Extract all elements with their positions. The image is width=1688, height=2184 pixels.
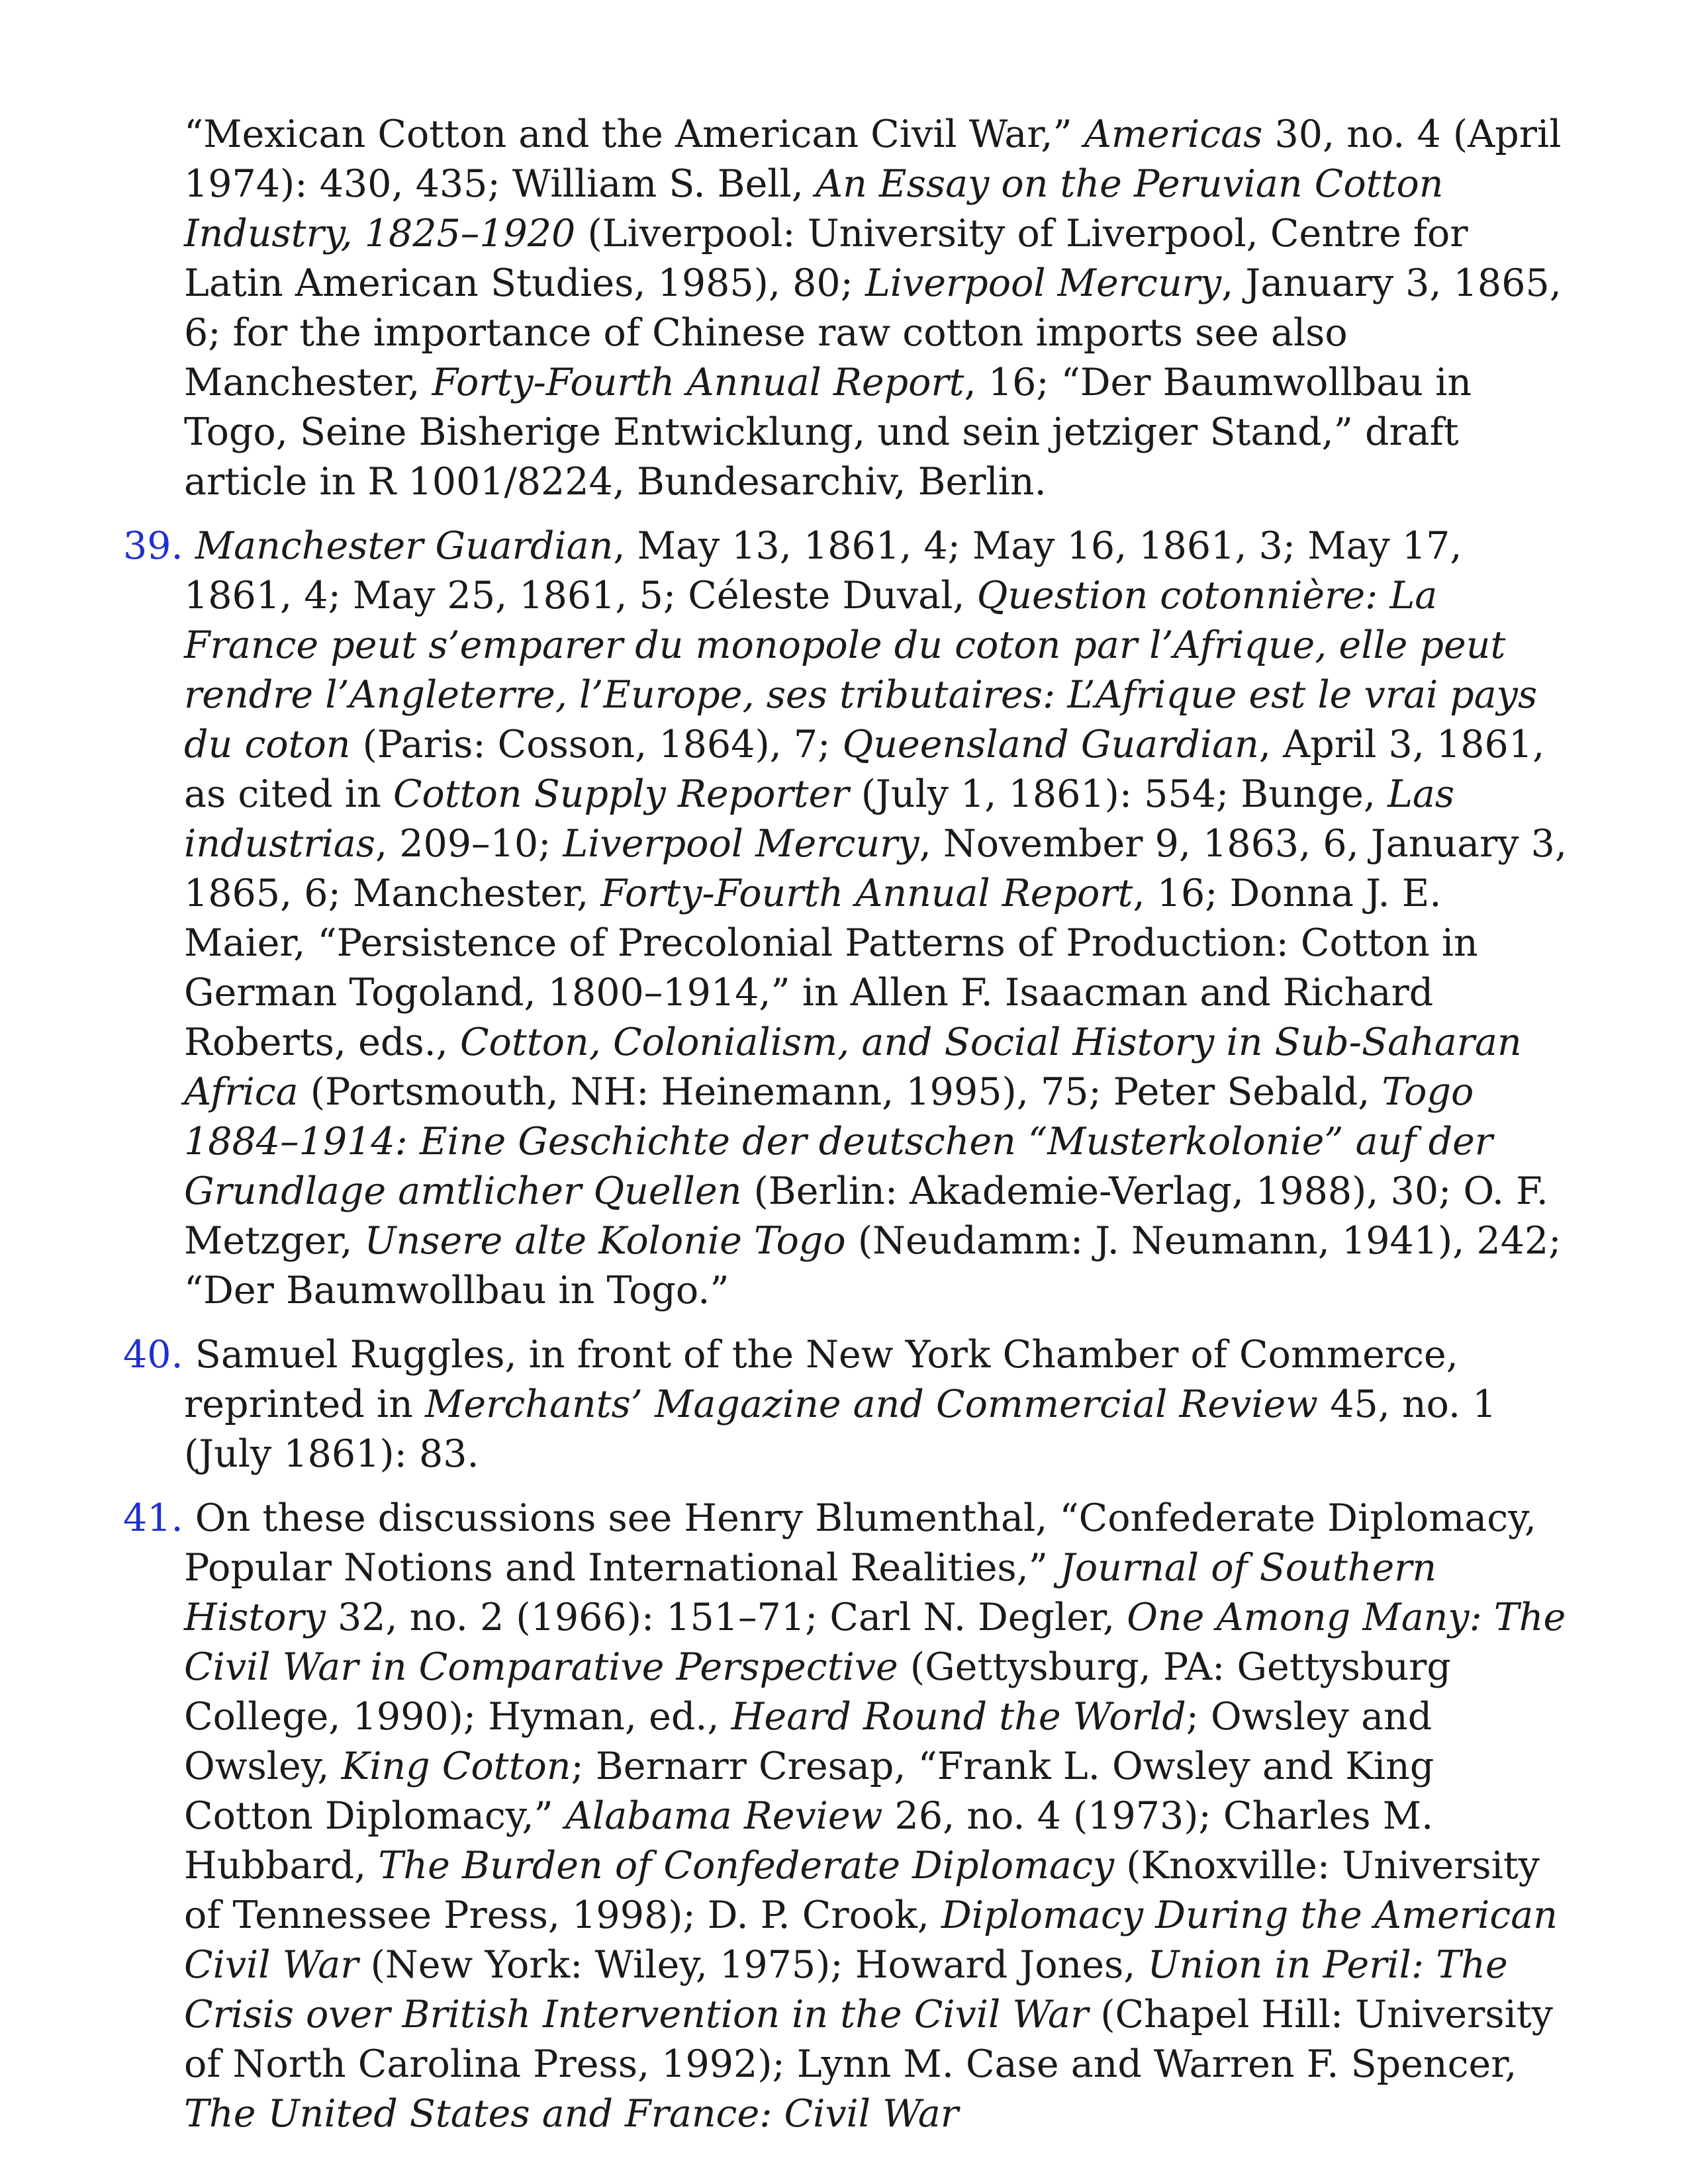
segment: 32, no. 2 (1966): 151–71; Carl N. Degler, bbox=[325, 1596, 1127, 1639]
segment: (Gettysburg, PA: Gettysburg College, 1990); Hyman, ed., bbox=[184, 1645, 1451, 1739]
segment: 30, no. 4 (April 1974): 430, 435; William S. Bell, bbox=[184, 113, 1562, 206]
segment: (Neudamm: J. Neumann, 1941), 242; “Der Baumwollbau in Togo.” bbox=[184, 1219, 1562, 1312]
segment: Forty-Fourth Annual Report bbox=[600, 872, 1133, 915]
segment: ; Owsley and Owsley, bbox=[184, 1695, 1432, 1788]
segment: (Liverpool: University of Liverpool, Centre for Latin American Studies, 1985), 80; bbox=[184, 212, 1468, 305]
endnote-40 bbox=[123, 1330, 1573, 1479]
segment: Question cotonnière: La France peut s’emparer du monopole du coton par l’Afrique, elle peut rendre l’Angleterre, l’Europe, ses tributaires: L’Afrique est le vrai pays du coton bbox=[184, 574, 1538, 766]
segment: (Berlin: Akademie-Verlag, 1988), 30; O. F. Metzger, bbox=[184, 1169, 1548, 1263]
segment: On these discussions see Henry Blumenthal, “Confederate Diplomacy, Popular Notions and International Realities,” bbox=[184, 1496, 1536, 1590]
segment: Cotton, Colonialism, and Social History in Sub-Saharan Africa bbox=[184, 1021, 1522, 1114]
segment: Merchants’ Magazine and Commercial Review bbox=[424, 1383, 1319, 1426]
segment: Forty-Fourth Annual Report bbox=[432, 361, 964, 404]
segment: Journal of Southern History bbox=[184, 1546, 1437, 1639]
endnote-number-link[interactable]: 39. bbox=[123, 524, 183, 568]
segment: , May 13, 1861, 4; May 16, 1861, 3; May 17, 1861, 4; May 25, 1861, 5; Céleste Duval, bbox=[184, 524, 1462, 617]
segment: 26, no. 4 (1973); Charles M. Hubbard, bbox=[184, 1794, 1434, 1888]
segment: Cotton Supply Reporter bbox=[393, 772, 849, 816]
endnotes-page bbox=[123, 110, 1573, 2154]
segment: 45, no. 1 (July 1861): 83. bbox=[184, 1383, 1497, 1476]
segment: (New York: Wiley, 1975); Howard Jones, bbox=[358, 1943, 1148, 1987]
endnote-number-link[interactable]: 40. bbox=[123, 1333, 183, 1377]
segment: Alabama Review bbox=[565, 1794, 883, 1838]
segment: (Paris: Cosson, 1864), 7; bbox=[350, 723, 843, 766]
segment: (Knoxville: University of Tennessee Press, 1998); D. P. Crook, bbox=[184, 1844, 1540, 1937]
endnote-41 bbox=[123, 1494, 1573, 2139]
segment: Liverpool Mercury bbox=[563, 822, 919, 866]
segment: Americas bbox=[1084, 113, 1263, 156]
segment: Queensland Guardian bbox=[842, 723, 1259, 766]
segment: One Among Many: The Civil War in Comparative Perspective bbox=[184, 1596, 1566, 1689]
segment: The Burden of Confederate Diplomacy bbox=[378, 1844, 1115, 1888]
segment: Diplomacy During the American Civil War bbox=[184, 1893, 1558, 1987]
segment: The United States and France: Civil War bbox=[184, 2092, 959, 2136]
endnote-39 bbox=[123, 522, 1573, 1316]
segment: ; Bernarr Cresap, “Frank L. Owsley and King Cotton Diplomacy,” bbox=[184, 1745, 1434, 1838]
segment: Union in Peril: The Crisis over British Intervention in the Civil War bbox=[184, 1943, 1508, 2036]
segment: , 16; Donna J. E. Maier, “Persistence of Precolonial Patterns of Production: Cotton in German Togoland, 1800–1914,” in Allen F. Isaacman and Richard Roberts, eds., bbox=[184, 872, 1478, 1064]
segment: “Mexican Cotton and the American Civil War,” bbox=[184, 113, 1084, 156]
segment: , January 3, 1865, 6; for the importance of Chinese raw cotton imports see also Manchester, bbox=[184, 261, 1562, 404]
segment: An Essay on the Peruvian Cotton Industry, 1825–1920 bbox=[184, 162, 1444, 255]
segment: Liverpool Mercury bbox=[865, 261, 1222, 305]
segment: , November 9, 1863, 6, January 3, 1865, 6; Manchester, bbox=[184, 822, 1568, 915]
segment: Las industrias bbox=[184, 772, 1455, 866]
endnote-number-link[interactable]: 41. bbox=[123, 1496, 183, 1540]
segment: (Chapel Hill: University of North Carolina Press, 1992); Lynn M. Case and Warren F. Spencer, bbox=[184, 1993, 1553, 2086]
segment: Samuel Ruggles, in front of the New York Chamber of Commerce, reprinted in bbox=[184, 1333, 1458, 1426]
segment: (Portsmouth, NH: Heinemann, 1995), 75; Peter Sebald, bbox=[298, 1070, 1382, 1114]
segment: Togo 1884–1914: Eine Geschichte der deutschen “Musterkolonie” auf der Grundlage amtlicher Quellen bbox=[184, 1070, 1493, 1213]
segment: (July 1, 1861): 554; Bunge, bbox=[849, 772, 1388, 816]
segment: Manchester Guardian bbox=[195, 524, 614, 568]
segment: Heard Round the World bbox=[731, 1695, 1186, 1739]
segment: , April 3, 1861, as cited in bbox=[184, 723, 1545, 816]
segment: Unsere alte Kolonie Togo bbox=[364, 1219, 846, 1263]
endnote-38-continuation bbox=[123, 110, 1573, 507]
segment: , 16; “Der Baumwollbau in Togo, Seine Bisherige Entwicklung, und sein jetziger Stand,” draft article in R 1001/8224, Bundesarchiv, Berlin. bbox=[184, 361, 1472, 504]
segment: , 209–10; bbox=[375, 822, 563, 866]
segment: King Cotton bbox=[341, 1745, 571, 1788]
